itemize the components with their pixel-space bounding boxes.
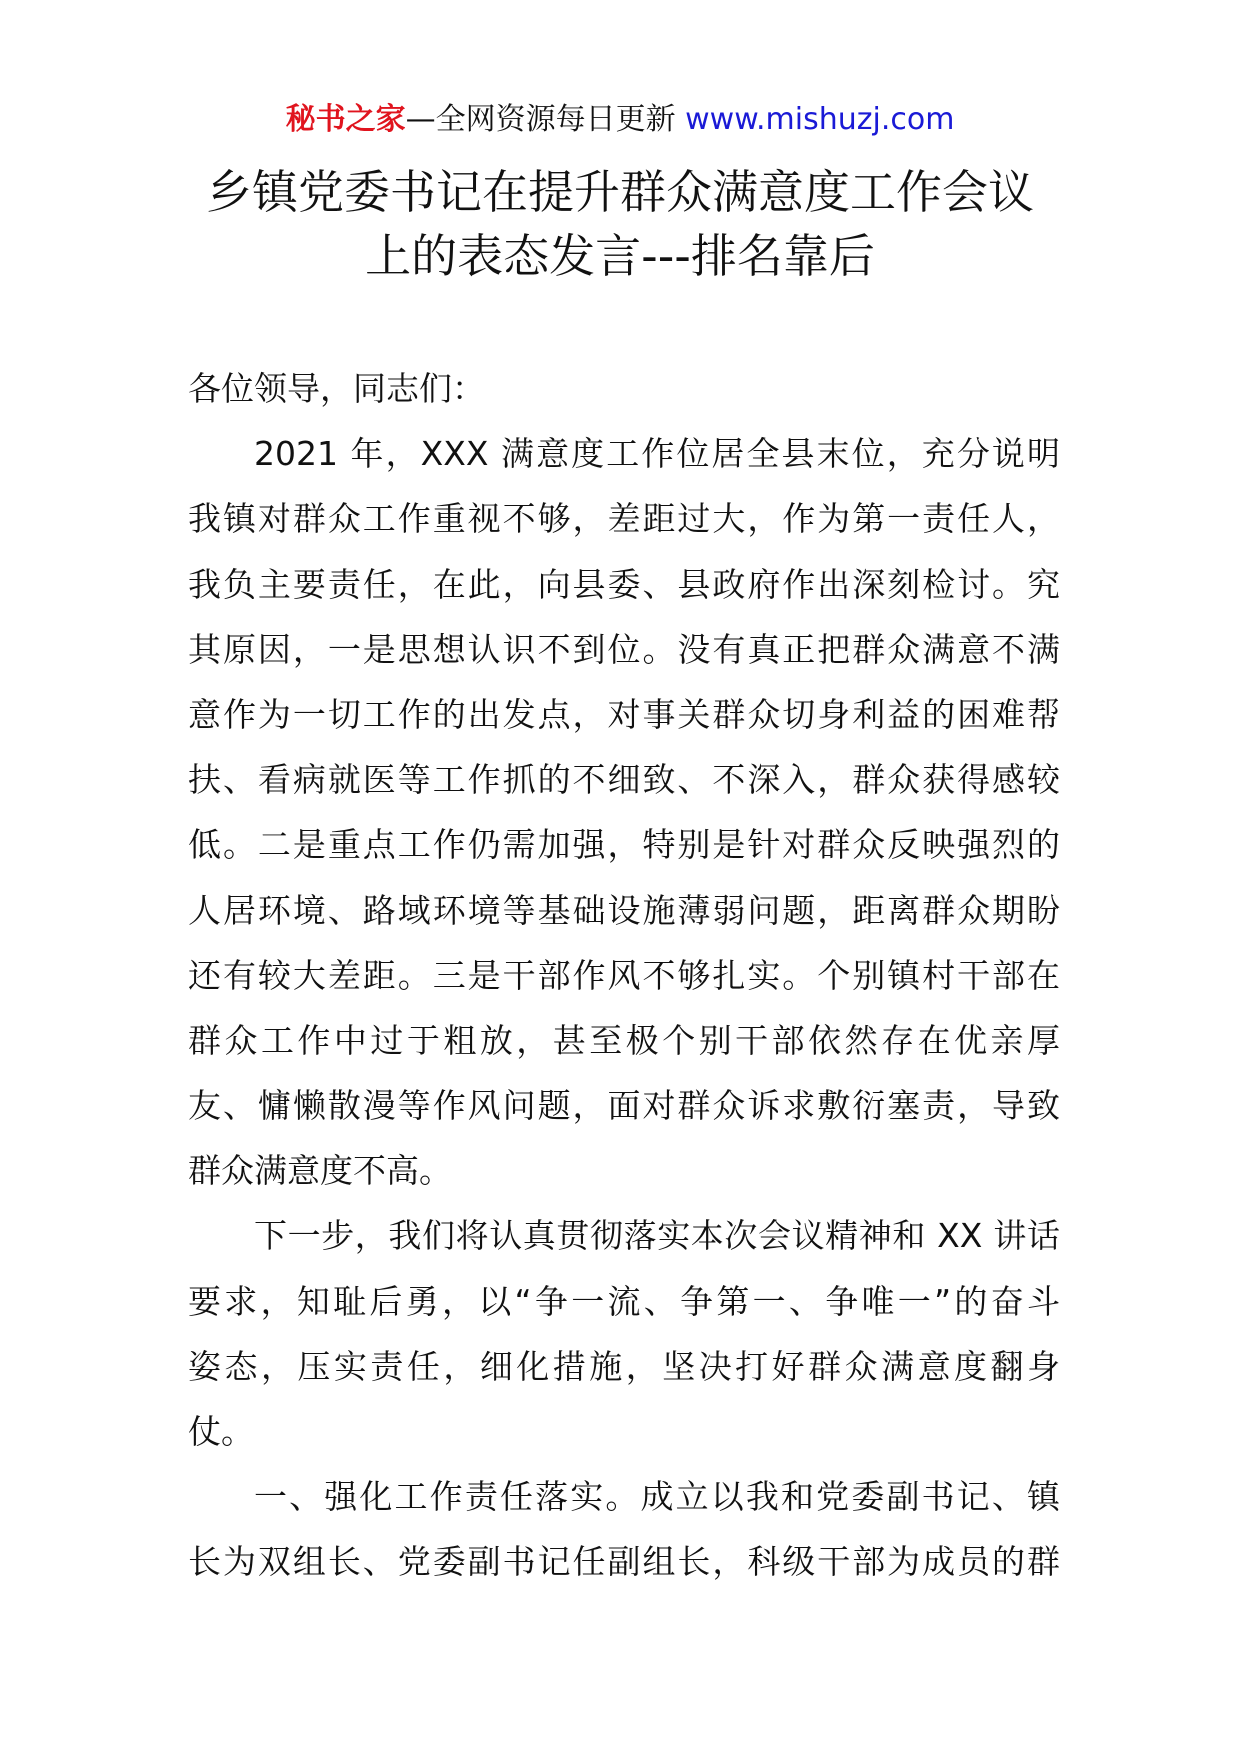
title-line-1: 乡镇党委书记在提升群众满意度工作会议 <box>206 165 1034 219</box>
paragraph-line: 友、慵懒散漫等作风问题，面对群众诉求敷衍塞责，导致 <box>188 1086 1060 1126</box>
brand-name: 秘书之家 <box>285 102 406 137</box>
greeting: 各位领导，同志们： <box>188 369 485 408</box>
paragraph-line: 其原因，一是思想认识不到位。没有真正把群众满意不满 <box>188 629 1060 669</box>
paragraph-line: 群众工作中过于粗放，甚至极个别干部依然存在优亲厚 <box>188 1020 1060 1060</box>
paragraph-1 <box>188 421 1060 1203</box>
paragraph-2 <box>188 1203 1060 1464</box>
paragraph-3 <box>188 1464 1060 1594</box>
paragraph-line: 我负主要责任，在此，向县委、县政府作出深刻检讨。究 <box>188 564 1060 604</box>
paragraph-line: 群众满意度不高。 <box>188 1151 452 1191</box>
paragraph-line: 下一步，我们将认真贯彻落实本次会议精神和 XX 讲话 <box>254 1216 1060 1256</box>
paragraph-line: 还有较大差距。三是干部作风不够扎实。个别镇村干部在 <box>188 955 1060 995</box>
paragraph-line: 意作为一切工作的出发点，对事关群众切身利益的困难帮 <box>188 694 1060 734</box>
document-title <box>0 160 1240 288</box>
paragraph-line: 我镇对群众工作重视不够，差距过大，作为第一责任人， <box>188 499 1060 539</box>
paragraph-line: 人居环境、路域环境等基础设施薄弱问题，距离群众期盼 <box>188 890 1060 930</box>
paragraph-line: 扶、看病就医等工作抓的不细致、不深入，群众获得感较 <box>188 760 1060 800</box>
paragraph-line: 要求，知耻后勇，以“争一流、争第一、争唯一”的奋斗 <box>188 1281 1060 1321</box>
paragraph-line: 仗。 <box>188 1412 254 1451</box>
document-body <box>188 356 1060 1595</box>
paragraph-line: 低。二是重点工作仍需加强，特别是针对群众反映强烈的 <box>188 825 1060 865</box>
paragraph-line: 姿态，压实责任，细化措施，坚决打好群众满意度翻身 <box>188 1346 1060 1386</box>
header-tagline: —全网资源每日更新 <box>405 102 686 137</box>
site-header <box>0 100 1240 140</box>
paragraph-line: 一、强化工作责任落实。成立以我和党委副书记、镇 <box>254 1477 1060 1517</box>
site-url-link[interactable]: www.mishuzj.com <box>685 102 955 137</box>
paragraph-line: 长为双组长、党委副书记任副组长，科级干部为成员的群 <box>188 1542 1060 1582</box>
paragraph-line: 2021 年，XXX 满意度工作位居全县末位，充分说明 <box>254 434 1060 474</box>
title-line-2: 上的表态发言---排名靠后 <box>365 229 875 283</box>
